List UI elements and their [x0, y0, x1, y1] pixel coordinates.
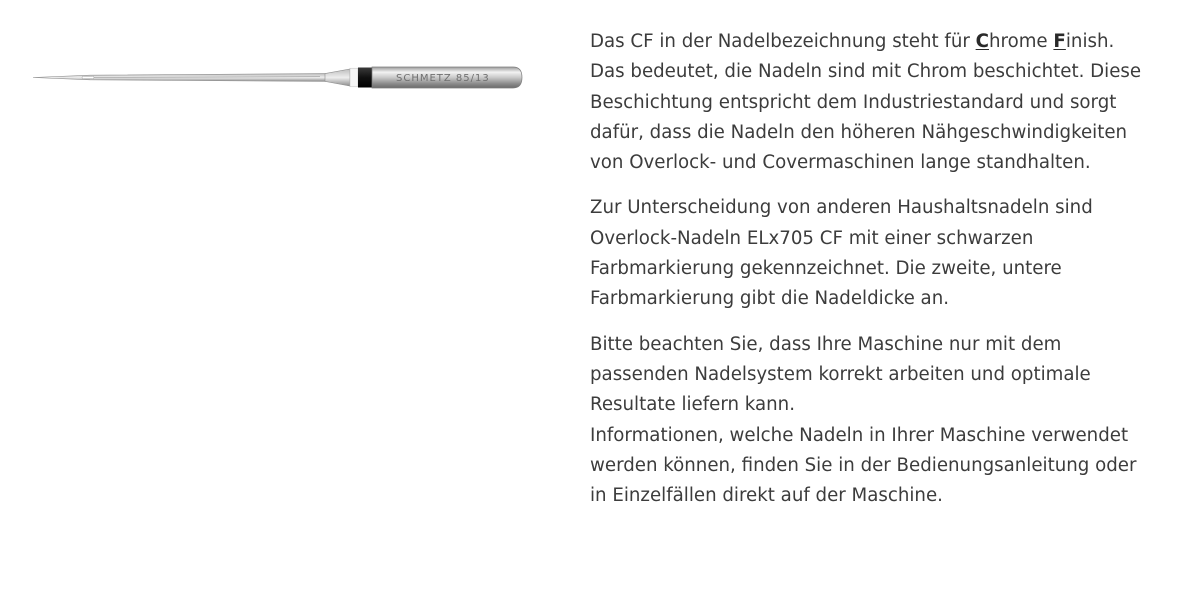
paragraph-needle-system — [590, 330, 1150, 512]
article-text — [590, 27, 1150, 511]
p3-line-1: Bitte beachten Sie, dass Ihre Maschine nur mit dem passenden Nadelsystem korrekt arbeiten und optimale Resultate liefern kann. — [590, 333, 1091, 416]
highlight-letter-f: F — [1053, 31, 1066, 52]
highlight-letter-c: C — [975, 31, 989, 52]
paragraph-cf-meaning — [590, 27, 1150, 178]
p1-f-rest: inish. Das bedeutet, die Nadeln sind mit Chrom beschichtet. Diese Beschichtung entspricht dem Industriestandard und sorgt dafür, dass die Nadeln den höheren Nähgeschwindigkeiten von Overlock- und Covermaschinen lange standhalten. — [590, 31, 1142, 174]
needle-image — [30, 55, 530, 101]
p1-c-rest: hrome — [988, 31, 1048, 52]
p1-pre: Das CF in der Nadelbezeichnung steht für — [590, 31, 976, 52]
needle-brand-text: SCHMETZ 85/13 — [396, 73, 490, 84]
p3-line-2: Informationen, welche Nadeln in Ihrer Maschine verwendet werden können, finden Sie in der Bedienungsanleitung oder in Einzelfällen direkt auf der Maschine. — [590, 424, 1137, 507]
sewing-needle-icon — [30, 55, 530, 101]
paragraph-color-marking: Zur Unterscheidung von anderen Haushaltsnadeln sind Overlock-Nadeln ELx705 CF mit einer schwarzen Farbmarkierung gekennzeichnet. Die zweite, untere Farbmarkierung gibt die Nadeldicke an. — [590, 197, 1093, 310]
